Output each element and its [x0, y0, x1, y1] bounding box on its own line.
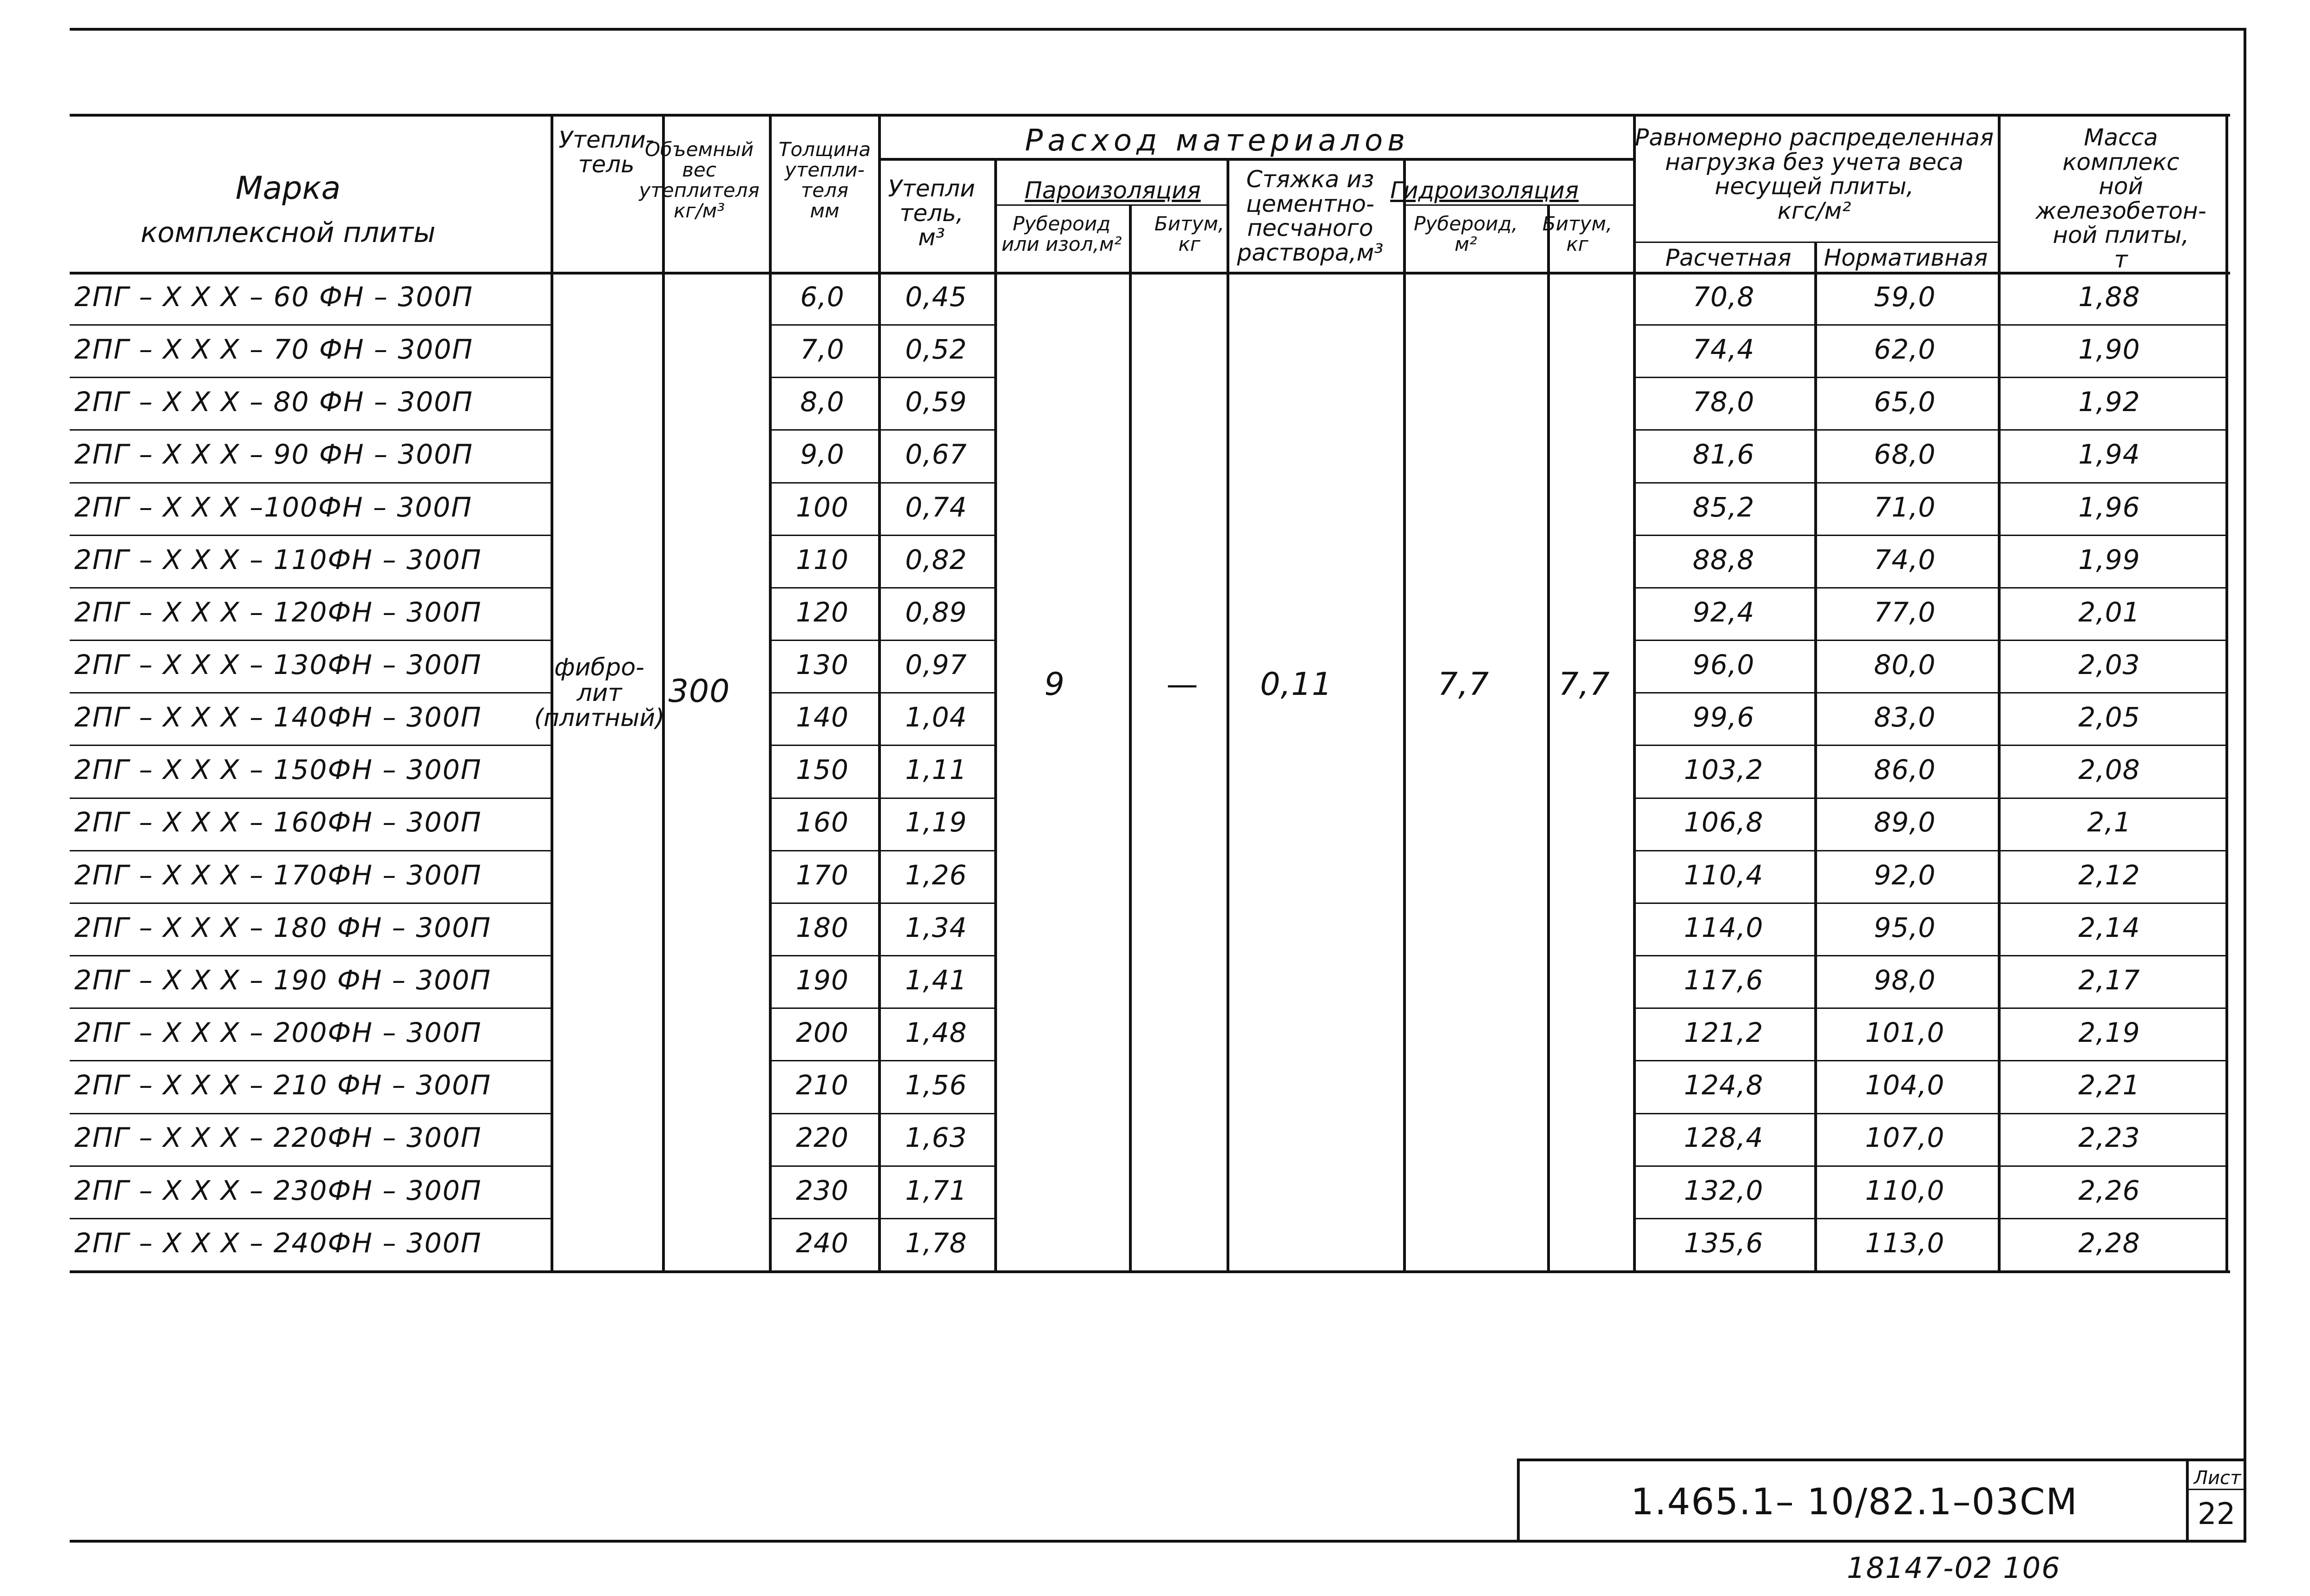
table-cell-t: 7,0 [800, 334, 845, 365]
table-cell-m: 1,99 [2078, 544, 2140, 576]
table-cell-r: 92,4 [1693, 596, 1755, 628]
header-uteplitel-m3: Утепли тель, м³ [888, 175, 975, 251]
row-line-tv [769, 745, 994, 746]
row-line-loads [1633, 1218, 2225, 1219]
row-line-loads [1633, 1113, 2225, 1114]
table-cell-mark: 2ПГ – Х Х Х – 240ФН – 300П [74, 1227, 482, 1259]
table-cell-n: 62,0 [1874, 334, 1936, 365]
row-line-tv [769, 377, 994, 378]
row-line-tv [769, 850, 994, 851]
table-cell-t: 120 [796, 596, 849, 628]
row-line-mark [70, 535, 551, 536]
header-obemny-ves: Объемный вес утеплителя кг/м³ [639, 138, 760, 222]
table-cell-n: 98,0 [1874, 964, 1936, 996]
table-cell-t: 9,0 [800, 438, 845, 470]
rashod-subheader-line [878, 158, 1633, 161]
table-cell-r: 110,4 [1684, 859, 1764, 891]
title-block-top [1517, 1459, 2246, 1461]
table-cell-n: 74,0 [1874, 544, 1936, 576]
document-code: 1.465.1– 10/82.1–03СМ [1631, 1481, 2078, 1523]
header-marka-sub: комплексной плиты [140, 216, 436, 249]
table-cell-mark: 2ПГ – Х Х Х – 160ФН – 300П [74, 806, 482, 838]
row-line-tv [769, 903, 994, 904]
table-cell-v: 0,74 [905, 491, 967, 523]
header-raschetnaya: Расчетная [1665, 244, 1792, 271]
table-cell-m: 2,05 [2078, 701, 2140, 733]
table-cell-t: 8,0 [800, 386, 845, 418]
header-rashod: Расход материалов [1025, 124, 1410, 158]
table-cell-v: 0,89 [905, 596, 967, 628]
table-cell-t: 140 [796, 701, 849, 733]
table-cell-r: 81,6 [1693, 438, 1755, 470]
table-cell-m: 2,19 [2078, 1017, 2140, 1048]
title-block-sheet-left [2186, 1459, 2189, 1542]
row-line-mark [70, 903, 551, 904]
row-line-tv [769, 587, 994, 589]
table-cell-r: 103,2 [1684, 754, 1764, 785]
row-line-mark [70, 377, 551, 378]
table-cell-r: 99,6 [1693, 701, 1755, 733]
table-cell-m: 2,23 [2078, 1122, 2140, 1153]
table-cell-mark: 2ПГ – Х Х Х – 180 ФН – 300П [74, 912, 492, 943]
header-styazhka: Стяжка из цементно- песчаного раствора,м³ [1237, 166, 1384, 266]
table-cell-t: 100 [796, 491, 849, 523]
row-line-tv [769, 535, 994, 536]
table-cell-t: 200 [796, 1017, 849, 1048]
row-line-mark [70, 482, 551, 484]
row-line-loads [1633, 850, 2225, 851]
table-cell-v: 1,19 [905, 806, 967, 838]
table-cell-mark: 2ПГ – Х Х Х – 60 ФН – 300П [74, 281, 473, 313]
table-cell-m: 2,14 [2078, 912, 2140, 943]
table-cell-n: 68,0 [1874, 438, 1936, 470]
ruberoid1-bitum1-line [1129, 204, 1132, 1270]
merged-ruberoid1: 9 [1044, 666, 1065, 703]
right-border [2244, 28, 2246, 1542]
table-cell-r: 124,8 [1684, 1069, 1764, 1101]
table-cell-t: 230 [796, 1175, 849, 1206]
row-line-mark [70, 745, 551, 746]
table-cell-r: 88,8 [1693, 544, 1755, 576]
paroizol-subline [994, 204, 1227, 206]
header-marka: Марка [235, 170, 341, 207]
table-bottom-line [70, 1270, 2230, 1273]
table-cell-v: 1,04 [905, 701, 967, 733]
header-nagruzka: Равномерно распределенная нагрузка без учета веса несущей плиты, кгс/м² [1634, 124, 1994, 224]
table-cell-t: 220 [796, 1122, 849, 1153]
merged-ves: 300 [668, 673, 730, 710]
header-gidroizol: Гидроизоляция [1390, 177, 1579, 204]
table-cell-v: 1,78 [905, 1227, 967, 1259]
row-line-mark [70, 429, 551, 431]
header-ruberoid2: Рубероид, м² [1414, 212, 1518, 256]
merged-uteplitel: фибро- лит (плитный) [534, 654, 665, 733]
row-line-tv [769, 692, 994, 693]
rashod-col-line-1 [1227, 158, 1229, 1270]
row-line-loads [1633, 429, 2225, 431]
table-cell-m: 2,17 [2078, 964, 2140, 996]
row-line-tv [769, 955, 994, 956]
table-cell-n: 92,0 [1874, 859, 1936, 891]
rashod-col-line-0 [994, 158, 997, 1270]
table-cell-r: 74,4 [1693, 334, 1755, 365]
row-line-mark [70, 1165, 551, 1167]
header-massa: Масса комплекс ной железобетон- ной плиты, т [2035, 124, 2206, 273]
footer-number: 18147-02 106 [1847, 1551, 2061, 1585]
table-cell-t: 240 [796, 1227, 849, 1259]
table-cell-t: 130 [796, 649, 849, 680]
table-cell-v: 1,56 [905, 1069, 967, 1101]
row-line-tv [769, 1007, 994, 1009]
table-cell-n: 104,0 [1865, 1069, 1945, 1101]
row-line-loads [1633, 640, 2225, 641]
table-cell-mark: 2ПГ – Х Х Х – 140ФН – 300П [74, 701, 482, 733]
table-cell-v: 1,34 [905, 912, 967, 943]
row-line-loads [1633, 324, 2225, 326]
table-cell-v: 1,63 [905, 1122, 967, 1153]
table-cell-mark: 2ПГ – Х Х Х – 190 ФН – 300П [74, 964, 492, 996]
row-line-tv [769, 324, 994, 326]
table-cell-n: 110,0 [1865, 1175, 1945, 1206]
table-cell-v: 0,82 [905, 544, 967, 576]
row-line-tv [769, 482, 994, 484]
row-line-tv [769, 1218, 994, 1219]
table-cell-mark: 2ПГ – Х Х Х – 130ФН – 300П [74, 649, 482, 680]
table-cell-n: 83,0 [1874, 701, 1936, 733]
col-line-6 [2225, 114, 2228, 1270]
table-cell-m: 2,28 [2078, 1227, 2140, 1259]
row-line-loads [1633, 482, 2225, 484]
table-cell-v: 1,71 [905, 1175, 967, 1206]
header-bitum1: Битум, кг [1154, 212, 1225, 256]
table-cell-t: 210 [796, 1069, 849, 1101]
ruberoid2-bitum2-line [1547, 204, 1550, 1270]
row-line-mark [70, 1007, 551, 1009]
table-cell-t: 180 [796, 912, 849, 943]
table-cell-v: 1,48 [905, 1017, 967, 1048]
row-line-tv [769, 640, 994, 641]
table-cell-m: 2,21 [2078, 1069, 2140, 1101]
merged-bitum1: — [1166, 666, 1199, 703]
row-line-loads [1633, 955, 2225, 956]
table-cell-mark: 2ПГ – Х Х Х – 120ФН – 300П [74, 596, 482, 628]
table-cell-n: 107,0 [1865, 1122, 1945, 1153]
table-cell-v: 1,26 [905, 859, 967, 891]
table-cell-v: 0,52 [905, 334, 967, 365]
top-border [70, 28, 2246, 31]
row-line-mark [70, 850, 551, 851]
table-cell-n: 71,0 [1874, 491, 1936, 523]
header-paroizol: Пароизоляция [1024, 177, 1201, 204]
row-line-tv [769, 429, 994, 431]
table-cell-m: 1,88 [2078, 281, 2140, 313]
table-cell-v: 0,59 [905, 386, 967, 418]
table-cell-m: 2,01 [2078, 596, 2140, 628]
table-cell-t: 110 [796, 544, 849, 576]
table-cell-mark: 2ПГ – Х Х Х –100ФН – 300П [74, 491, 472, 523]
table-cell-m: 2,1 [2087, 806, 2132, 838]
table-cell-m: 1,94 [2078, 438, 2140, 470]
row-line-loads [1633, 903, 2225, 904]
row-line-loads [1633, 1060, 2225, 1061]
header-bottom-line [70, 272, 2230, 275]
table-cell-mark: 2ПГ – Х Х Х – 220ФН – 300П [74, 1122, 482, 1153]
row-line-loads [1633, 745, 2225, 746]
table-cell-m: 2,26 [2078, 1175, 2140, 1206]
table-cell-n: 101,0 [1865, 1017, 1945, 1048]
table-cell-m: 1,96 [2078, 491, 2140, 523]
row-line-loads [1633, 535, 2225, 536]
table-cell-r: 132,0 [1684, 1175, 1764, 1206]
table-cell-mark: 2ПГ – Х Х Х – 200ФН – 300П [74, 1017, 482, 1048]
table-cell-t: 160 [796, 806, 849, 838]
table-cell-t: 6,0 [800, 281, 845, 313]
row-line-loads [1633, 1007, 2225, 1009]
table-top-line [70, 114, 2230, 117]
sheet-number: 22 [2198, 1497, 2236, 1531]
table-cell-n: 59,0 [1874, 281, 1936, 313]
table-cell-t: 190 [796, 964, 849, 996]
table-cell-n: 86,0 [1874, 754, 1936, 785]
table-cell-m: 2,12 [2078, 859, 2140, 891]
rashod-col-line-2 [1403, 158, 1406, 1270]
merged-styazhka: 0,11 [1260, 666, 1332, 703]
table-cell-mark: 2ПГ – Х Х Х – 70 ФН – 300П [74, 334, 473, 365]
header-normativnaya: Нормативная [1824, 244, 1988, 271]
row-line-mark [70, 324, 551, 326]
title-block-sheet-divider [2186, 1489, 2246, 1490]
table-cell-v: 0,67 [905, 438, 967, 470]
row-line-loads [1633, 692, 2225, 693]
row-line-loads [1633, 798, 2225, 799]
table-cell-t: 150 [796, 754, 849, 785]
row-line-loads [1633, 377, 2225, 378]
table-cell-r: 121,2 [1684, 1017, 1764, 1048]
row-line-mark [70, 1060, 551, 1061]
merged-ruberoid2: 7,7 [1437, 666, 1490, 703]
table-cell-mark: 2ПГ – Х Х Х – 230ФН – 300П [74, 1175, 482, 1206]
row-line-loads [1633, 587, 2225, 589]
table-cell-mark: 2ПГ – Х Х Х – 210 ФН – 300П [74, 1069, 492, 1101]
table-cell-mark: 2ПГ – Х Х Х – 110ФН – 300П [74, 544, 482, 576]
merged-bitum2: 7,7 [1558, 666, 1610, 703]
table-cell-r: 70,8 [1693, 281, 1755, 313]
table-cell-mark: 2ПГ – Х Х Х – 90 ФН – 300П [74, 438, 473, 470]
row-line-mark [70, 692, 551, 693]
table-cell-v: 0,45 [905, 281, 967, 313]
table-cell-mark: 2ПГ – Х Х Х – 150ФН – 300П [74, 754, 482, 785]
table-cell-m: 2,03 [2078, 649, 2140, 680]
table-cell-n: 113,0 [1865, 1227, 1945, 1259]
table-cell-r: 96,0 [1693, 649, 1755, 680]
table-cell-n: 80,0 [1874, 649, 1936, 680]
table-cell-r: 106,8 [1684, 806, 1764, 838]
table-cell-t: 170 [796, 859, 849, 891]
row-line-mark [70, 1113, 551, 1114]
table-cell-mark: 2ПГ – Х Х Х – 170ФН – 300П [74, 859, 482, 891]
row-line-tv [769, 1165, 994, 1167]
title-block-left [1517, 1459, 1520, 1542]
header-ruberoid1: Рубероид или изол,м² [1001, 212, 1122, 256]
table-cell-mark: 2ПГ – Х Х Х – 80 ФН – 300П [74, 386, 473, 418]
table-cell-r: 117,6 [1684, 964, 1764, 996]
table-cell-n: 89,0 [1874, 806, 1936, 838]
table-cell-v: 1,41 [905, 964, 967, 996]
table-cell-n: 95,0 [1874, 912, 1936, 943]
row-line-tv [769, 798, 994, 799]
row-line-tv [769, 1113, 994, 1114]
table-cell-r: 128,4 [1684, 1122, 1764, 1153]
header-uteplitel: Утепли- тель [558, 126, 654, 178]
table-cell-r: 85,2 [1693, 491, 1755, 523]
row-line-mark [70, 587, 551, 589]
table-cell-r: 114,0 [1684, 912, 1764, 943]
table-cell-m: 1,90 [2078, 334, 2140, 365]
table-cell-r: 78,0 [1693, 386, 1755, 418]
sheet-label: Лист [2194, 1467, 2241, 1489]
table-cell-v: 1,11 [905, 754, 967, 785]
raschet-normativ-line [1814, 242, 1817, 1270]
table-cell-r: 135,6 [1684, 1227, 1764, 1259]
row-line-tv [769, 1060, 994, 1061]
row-line-mark [70, 640, 551, 641]
row-line-mark [70, 955, 551, 956]
bottom-border [70, 1540, 2246, 1543]
table-cell-n: 77,0 [1874, 596, 1936, 628]
table-cell-m: 1,92 [2078, 386, 2140, 418]
row-line-mark [70, 1218, 551, 1219]
header-tolshina: Толщина утепли- теля мм [778, 138, 871, 222]
table-cell-n: 65,0 [1874, 386, 1936, 418]
header-bitum2: Битум, кг [1542, 212, 1613, 256]
table-cell-v: 0,97 [905, 649, 967, 680]
row-line-loads [1633, 1165, 2225, 1167]
row-line-mark [70, 798, 551, 799]
table-cell-m: 2,08 [2078, 754, 2140, 785]
gidroizol-subline [1403, 204, 1633, 206]
